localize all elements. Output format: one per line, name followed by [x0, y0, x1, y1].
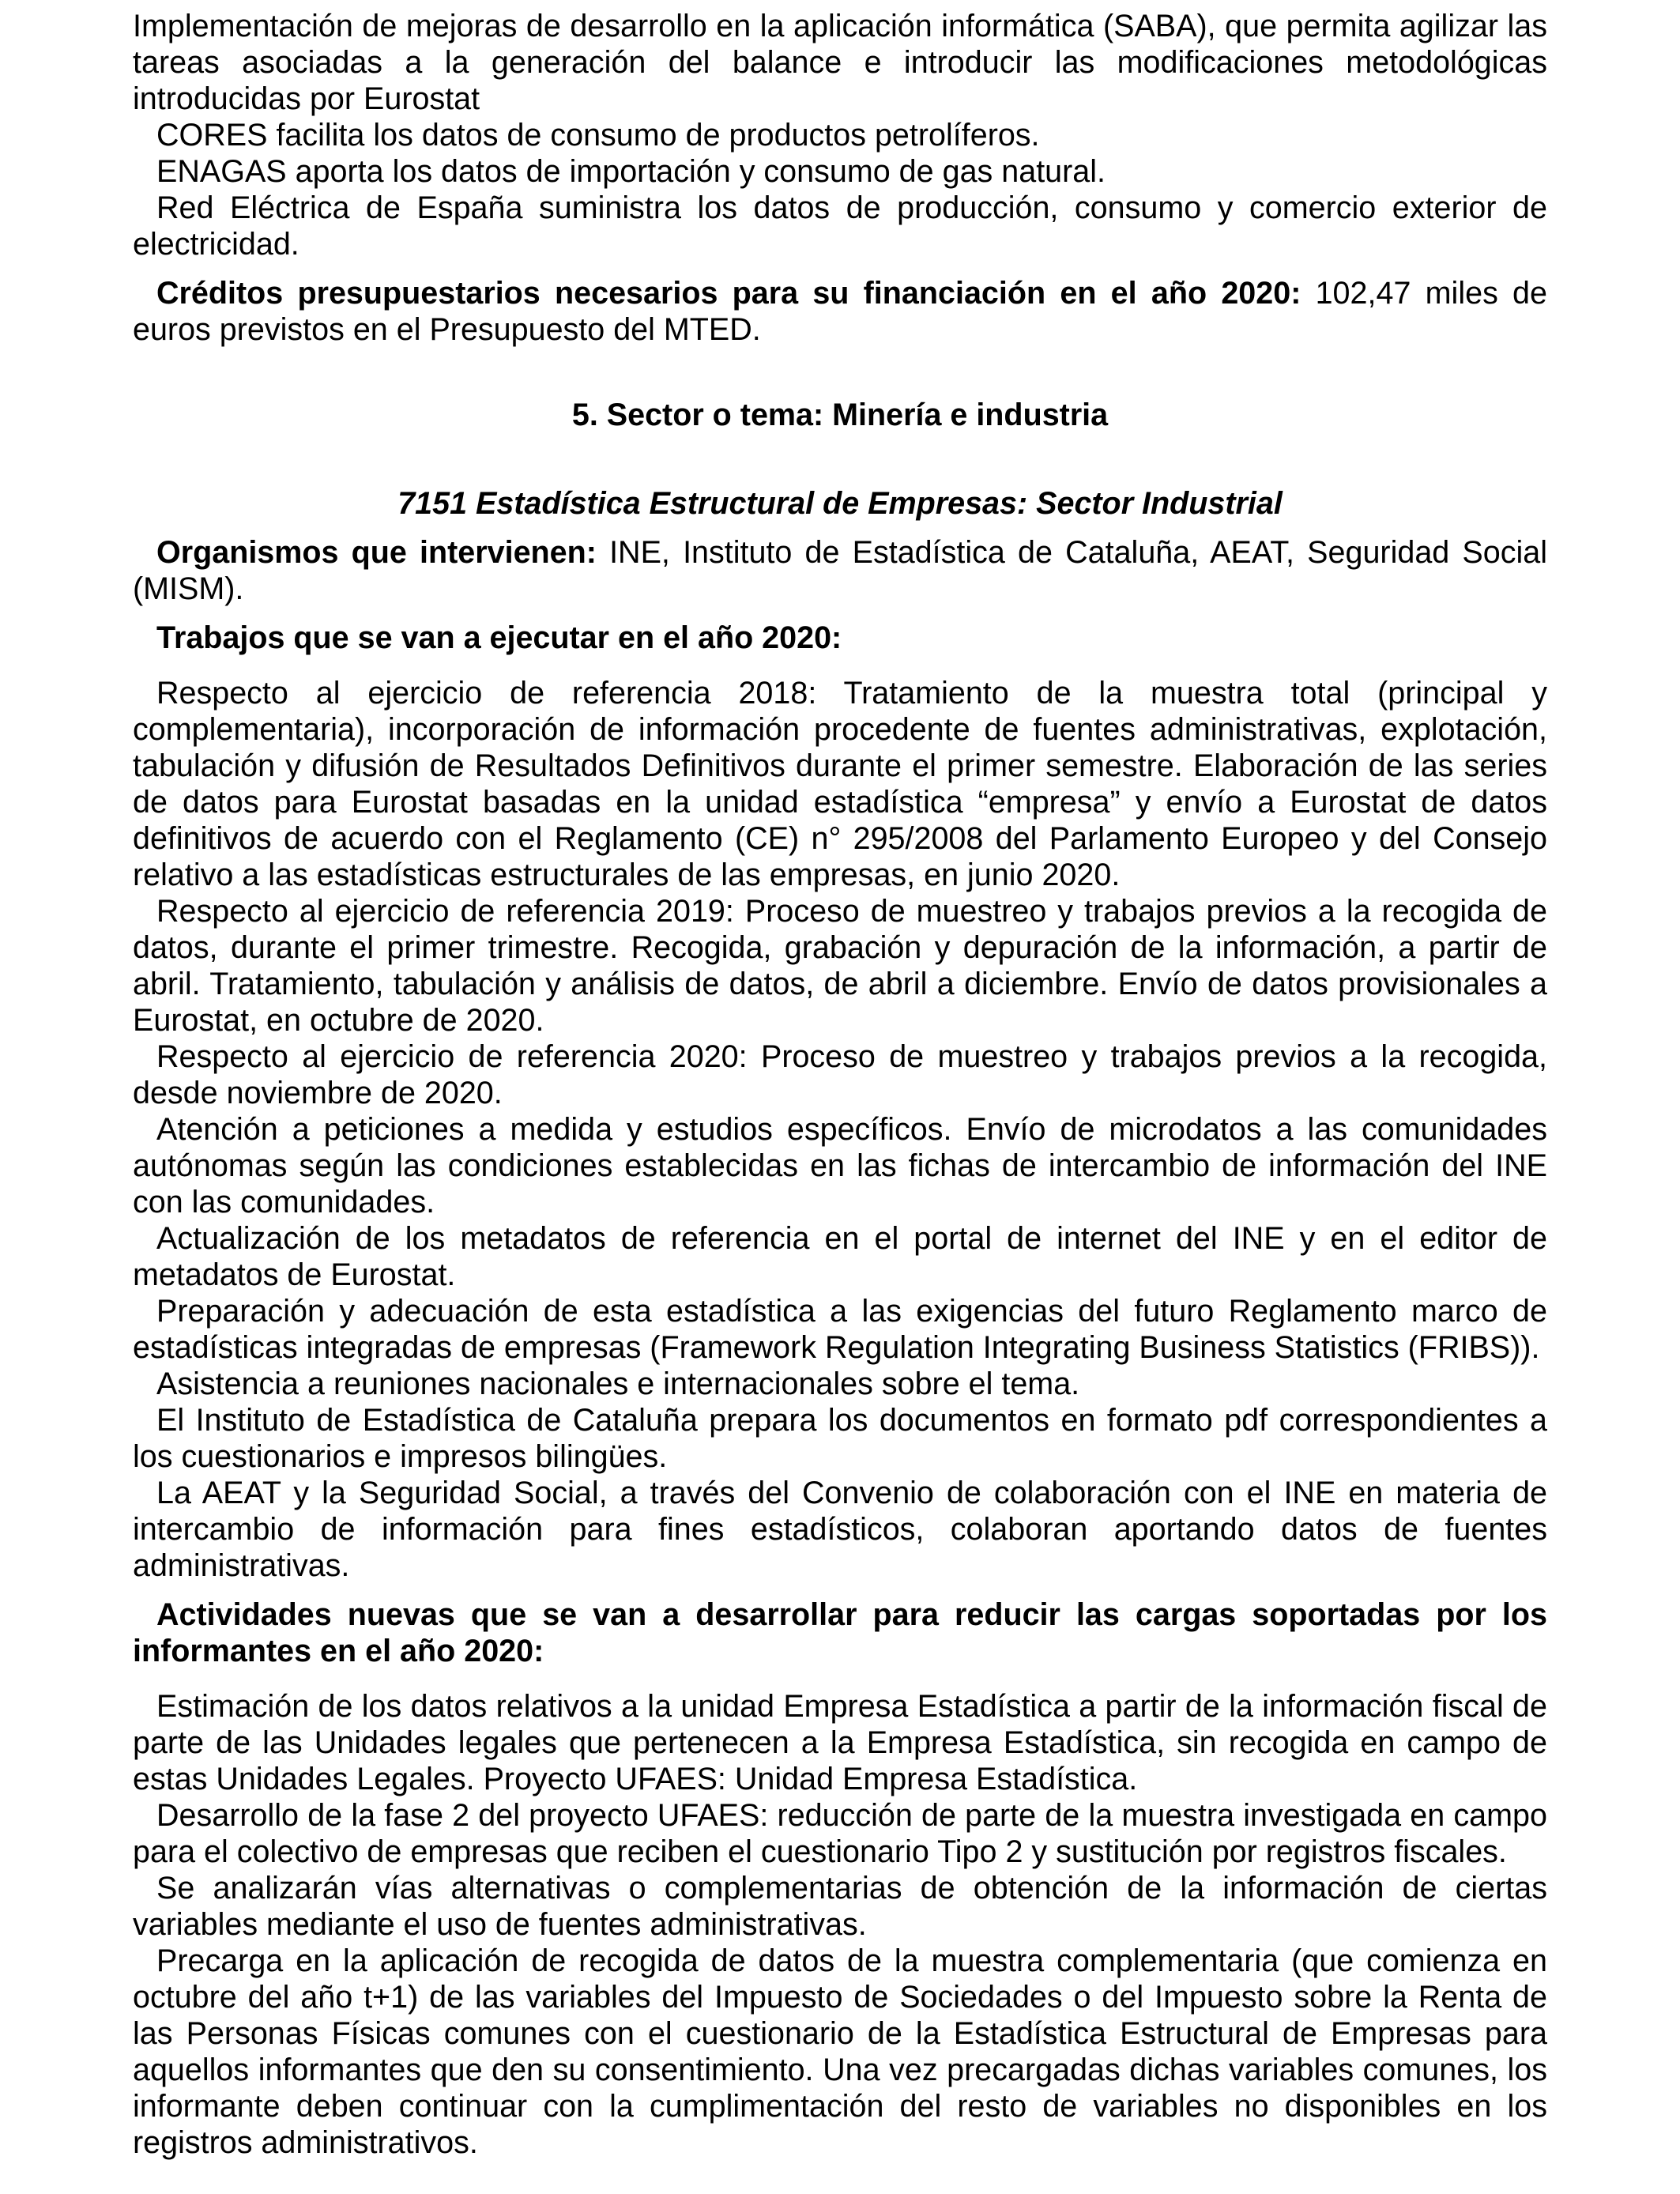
activities-item: Estimación de los datos relativos a la unidad Empresa Estadística a partir de la información fiscal de parte de las Unidades legales que pertenecen a la Empresa Estadística, sin recogida en campo de estas Unidades Legales. Proyecto UFAES: Unidad Empresa Estadística. — [133, 1689, 1547, 1796]
works-item: La AEAT y la Seguridad Social, a través del Convenio de colaboración con el INE en materia de intercambio de información para fines estadísticos, colaboran aportando datos de fuentes administrativas. — [133, 1476, 1547, 1583]
activities-item: Precarga en la aplicación de recogida de datos de la muestra complementaria (que comienza en octubre del año t+1) de las variables del Impuesto de Sociedades o del Impuesto sobre la Renta de las Personas Físicas comunes con el cuestionario de la Estadística Estructural de Empresas para aquellos informantes que den su consentimiento. Una vez precargadas dichas variables comunes, los informante deben continuar con la cumplimentación del resto de variables no disponibles en los registros administrativos. — [133, 1943, 1547, 2160]
activities-item: Desarrollo de la fase 2 del proyecto UFAES: reducción de parte de la muestra investigada en campo para el colectivo de empresas que reciben el cuestionario Tipo 2 y sustitución por registros fiscales. — [133, 1798, 1547, 1869]
works-heading — [133, 620, 1547, 656]
works-item: Asistencia a reuniones nacionales e internacionales sobre el tema. — [156, 1367, 1080, 1401]
section-title: 5. Sector o tema: Minería e industria — [571, 398, 1109, 432]
works-item: Actualización de los metadatos de referencia en el portal de internet del INE y en el editor de metadatos de Eurostat. — [133, 1221, 1547, 1292]
paragraph-saba: Implementación de mejoras de desarrollo en la aplicación informática (SABA), que permita agilizar las tareas asociadas a la generación del balance e introducir las modificaciones metodológicas introducidas por Eurostat — [133, 9, 1547, 116]
credits-text: 102,47 miles de euros previstos en el Presupuesto del MTED. — [133, 276, 1547, 347]
paragraph-enagas: ENAGAS aporta los datos de importación y consumo de gas natural. — [156, 154, 1106, 189]
works-item: Atención a peticiones a medida y estudios específicos. Envío de microdatos a las comunidades autónomas según las condiciones establecidas en las fichas de intercambio de información del INE con las comunidades. — [133, 1112, 1547, 1220]
works-item: Respecto al ejercicio de referencia 2020: Proceso de muestreo y trabajos previos a la recogida, desde noviembre de 2020. — [133, 1039, 1547, 1110]
activities-heading — [133, 1596, 1547, 1669]
activities-item: Se analizarán vías alternativas o complementarias de obtención de la información de ciertas variables mediante el uso de fuentes administrativas. — [133, 1871, 1547, 1942]
works-heading-text: Trabajos que se van a ejecutar en el año 2020: — [156, 620, 842, 655]
organisms-label: Organismos que intervienen: — [156, 535, 597, 570]
operation-title: 7151 Estadística Estructural de Empresas: Sector Industrial — [397, 486, 1283, 521]
organisms-paragraph — [133, 534, 1547, 607]
paragraph-cores: CORES facilita los datos de consumo de productos petrolíferos. — [156, 118, 1040, 153]
works-item: Respecto al ejercicio de referencia 2019: Proceso de muestreo y trabajos previos a la recogida de datos, durante el primer trimestre. Recogida, grabación y depuración de la información, a partir de abril. Tratamiento, tabulación y análisis de datos, de abril a diciembre. Envío de datos provisionales a Eurostat, en octubre de 2020. — [133, 894, 1547, 1038]
works-item: Respecto al ejercicio de referencia 2018: Tratamiento de la muestra total (principal y complementaria), incorporación de información procedente de fuentes administrativas, explotación, tabulación y difusión de Resultados Definitivos durante el primer semestre. Elaboración de las series de datos para Eurostat basadas en la unidad estadística “empresa” y envío a Eurostat de datos definitivos de acuerdo con el Reglamento (CE) n° 295/2008 del Parlamento Europeo y del Consejo relativo a las estadísticas estructurales de las empresas, en junio 2020. — [133, 676, 1547, 892]
works-item: Preparación y adecuación de esta estadística a las exigencias del futuro Reglamento marco de estadísticas integradas de empresas (Framework Regulation Integrating Business Statistics (FRIBS)). — [133, 1294, 1547, 1365]
activities-heading-text: Actividades nuevas que se van a desarrollar para reducir las cargas soportadas por los informantes en el año 2020: — [133, 1597, 1547, 1668]
paragraph-ree: Red Eléctrica de España suministra los datos de producción, consumo y comercio exterior de electricidad. — [133, 190, 1547, 262]
works-item: El Instituto de Estadística de Cataluña prepara los documentos en formato pdf correspondientes a los cuestionarios e impresos bilingües. — [133, 1403, 1547, 1474]
document-page — [133, 8, 1547, 2161]
credits-label: Créditos presupuestarios necesarios para su financiación en el año 2020: — [156, 276, 1301, 311]
credits-paragraph — [133, 275, 1547, 348]
organisms-text: INE, Instituto de Estadística de Cataluña, AEAT, Seguridad Social (MISM). — [133, 535, 1547, 606]
